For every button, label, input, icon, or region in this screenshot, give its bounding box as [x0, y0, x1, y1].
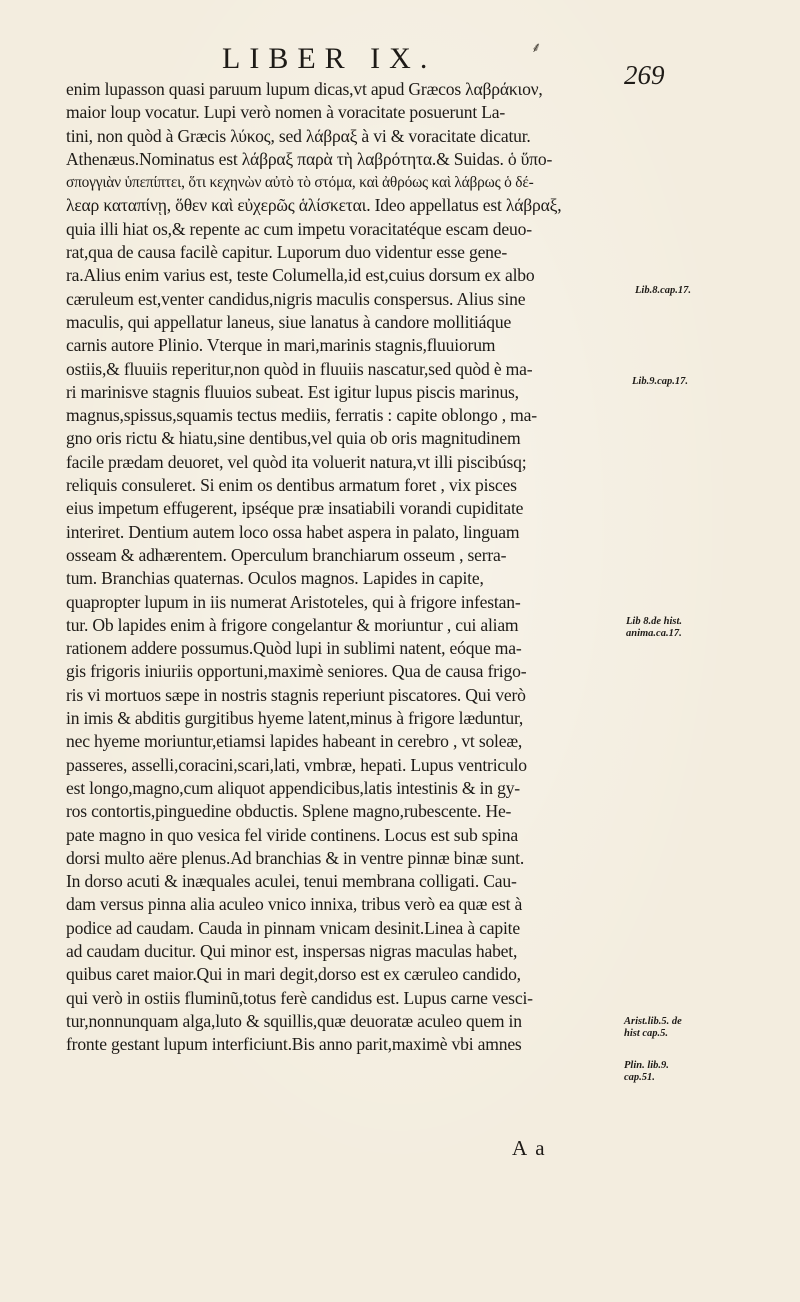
text-line: quia illi hiat os,& repente ac cum impetu voracitatéque escam deuo-	[66, 218, 532, 239]
text-line: Athenæus.Nominatus est λάβραξ παρὰ τὴ λαβρότητα.& Suidas. ὁ ὕπο-	[66, 148, 553, 169]
text-line: tur. Ob lapides enim à frigore congelantur & moriuntur , cui aliam	[66, 614, 519, 635]
text-line: tum. Branchias quaternas. Oculos magnos. Lapides in capite,	[66, 568, 484, 589]
marginal-note: Plin. lib.9. cap.51.	[624, 1060, 669, 1083]
text-line: interiret. Dentium autem loco ossa habet aspera in palato, linguam	[66, 521, 520, 542]
marginal-note: Lib.9.cap.17.	[632, 376, 688, 387]
text-line: dam versus pinna alia aculeo vnico innixa, tribus verò ea quæ est à	[66, 894, 523, 915]
text-line: quibus caret maior.Qui in mari degit,dorso est ex cæruleo candido,	[66, 964, 521, 985]
text-line: reliquis consuleret. Si enim os dentibus armatum foret , vix pisces	[66, 475, 517, 496]
text-line: pate magno in quo vesica fel viride continens. Locus est sub spina	[66, 824, 518, 845]
running-title: LIBER IX.	[222, 42, 437, 75]
text-line: gis frigoris iniuriis opportuni,maximè seniores. Qua de causa frigo-	[66, 661, 527, 682]
text-line: ros contortis,pinguedine obductis. Splene magno,rubescente. He-	[66, 801, 512, 822]
text-line: σπογγιὰν ὑπεπίπτει, ὅτι κεχηνὼν αὐτὸ τὸ στόμα, καὶ ἀθρόως καὶ λάβρως ὁ δέ-	[66, 174, 534, 192]
text-line: tini, non quòd à Græcis λύκος, sed λάβραξ à vi & voracitate dicatur.	[66, 125, 531, 146]
text-line: cæruleum est,venter candidus,nigris maculis conspersus. Alius sine	[66, 288, 526, 309]
text-line: osseam & adhærentem. Operculum branchiarum osseum , serra-	[66, 544, 507, 565]
text-line: in imis & abditis gurgitibus hyeme latent,minus à frigore læduntur,	[66, 708, 524, 729]
text-line: ostiis,& fluuiis reperitur,non quòd in fluuiis nascatur,sed quòd è ma-	[66, 358, 533, 379]
marginal-note: Lib 8.de hist. anima.ca.17.	[626, 616, 683, 639]
text-line: ra.Alius enim varius est, teste Columella,id est,cuius dorsum ex albo	[66, 265, 535, 286]
text-line: dorsi multo aëre plenus.Ad branchias & in ventre pinnæ binæ sunt.	[66, 847, 525, 868]
text-line: eius impetum effugerent, ipséque præ insatiabili vorandi cupiditate	[66, 498, 524, 519]
text-line: passeres, asselli,coracini,scari,lati, vmbræ, hepati. Lupus ventriculo	[66, 754, 527, 775]
text-line: carnis autore Plinio. Vterque in mari,marinis stagnis,fluuiorum	[66, 335, 496, 356]
text-line: nec hyeme moriuntur,etiamsi lapides habeant in cerebro , vt soleæ,	[66, 731, 523, 752]
text-line: magnus,spissus,squamis tectus mediis, ferratis : capite oblongo , ma-	[66, 405, 537, 426]
text-line: ad caudam ducitur. Qui minor est, inspersas nigras maculas habet,	[66, 940, 518, 961]
text-line: λεαρ καταπίνῃ, ὅθεν καὶ εὐχερῶς ἁλίσκεται. Ideo appellatus est λάβραξ,	[66, 195, 562, 216]
text-line: est longo,magno,cum aliquot appendicibus,latis intestinis & in gy-	[66, 777, 520, 798]
main-text	[66, 78, 622, 1056]
catchword: A a	[512, 1136, 547, 1160]
text-line: tur,nonnunquam alga,luto & squillis,quæ deuoratæ aculeo quem in	[66, 1010, 522, 1031]
text-line: maior loup vocatur. Lupi verò nomen à voracitate posuerunt La-	[66, 102, 506, 123]
ornament-icon: ⸙	[531, 40, 542, 56]
text-line: rat,qua de causa facilè capitur. Luporum duo videntur esse gene-	[66, 242, 508, 263]
text-line: qui verò in ostiis fluminũ,totus ferè candidus est. Lupus carne vesci-	[66, 987, 533, 1008]
text-line: maculis, qui appellatur laneus, siue lanatus à candore mollitiáque	[66, 311, 512, 332]
page-number: 269	[624, 60, 665, 90]
text-line: enim lupasson quasi paruum lupum dicas,vt apud Græcos λαβράκιον,	[66, 79, 543, 99]
marginal-note: Lib.8.cap.17.	[635, 285, 691, 296]
text-line: fronte gestant lupum interficiunt.Bis anno parit,maximè vbi amnes	[66, 1034, 522, 1055]
text-line: podice ad caudam. Cauda in pinnam vnicam desinit.Linea à capite	[66, 917, 520, 938]
text-line: facile prædam deuoret, vel quòd ita voluerit natura,vt illi piscibúsq;	[66, 451, 527, 472]
text-line: ri marinisve stagnis fluuios subeat. Est igitur lupus piscis marinus,	[66, 381, 519, 402]
text-line: In dorso acuti & inæquales aculei, tenui membrana colligati. Cau-	[66, 871, 517, 892]
text-line: rationem addere possumus.Quòd lupi in sublimi natent, eóque ma-	[66, 638, 522, 659]
text-line: quapropter lupum in iis numerat Aristoteles, qui à frigore infestan-	[66, 591, 521, 612]
marginal-note: Arist.lib.5. de hist cap.5.	[624, 1016, 682, 1039]
text-line: gno oris rictu & hiatu,sine dentibus,vel quia ob oris magnitudinem	[66, 428, 521, 449]
text-line: ris vi mortuos sæpe in nostris stagnis reperiunt piscatores. Qui verò	[66, 684, 526, 705]
